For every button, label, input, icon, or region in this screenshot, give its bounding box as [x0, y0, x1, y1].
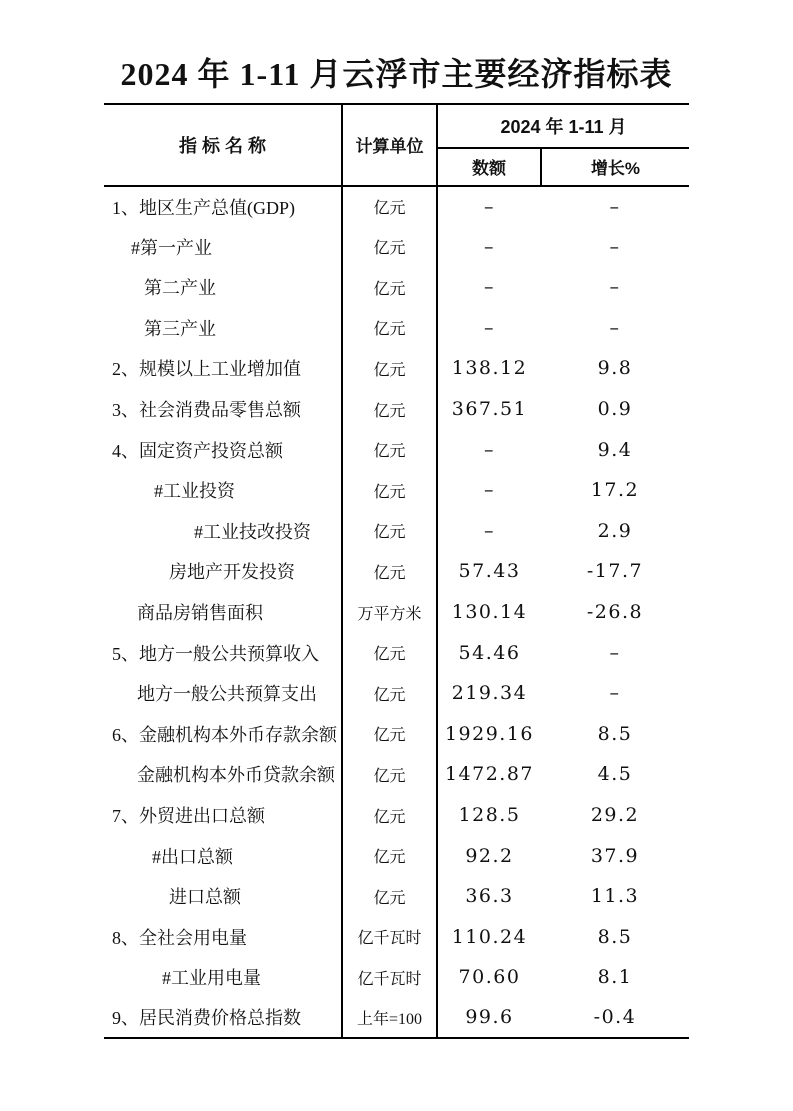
growth-cell: –: [609, 682, 621, 705]
amount-cell: –: [484, 195, 495, 218]
growth-cell: 9.8: [597, 357, 633, 380]
unit-cell: 亿元: [342, 551, 437, 592]
table-row: [104, 470, 689, 511]
indicator-name-cell: 金融机构本外币贷款余额: [104, 754, 342, 795]
header-indicator-name: 指 标 名 称: [104, 104, 342, 186]
table-row: [104, 754, 689, 795]
growth-cell: –: [609, 641, 621, 664]
amount-cell: 138.12: [451, 357, 528, 380]
table-header: [104, 104, 689, 186]
indicator-name-cell: 1、地区生产总值(GDP): [104, 186, 342, 227]
unit-cell: 亿元: [342, 835, 437, 876]
table-row: [104, 714, 689, 755]
unit-cell: 亿元: [342, 308, 437, 349]
unit-cell: 亿元: [342, 795, 437, 836]
amount-cell: 110.24: [451, 925, 528, 948]
indicator-name-cell: 地方一般公共预算支出: [104, 673, 342, 714]
amount-cell: –: [484, 276, 495, 299]
amount-cell: 92.2: [465, 844, 514, 867]
table-row: [104, 592, 689, 633]
header-unit: 计算单位: [342, 104, 437, 186]
amount-cell: 1929.16: [444, 722, 535, 745]
table-row: [104, 551, 689, 592]
amount-cell: –: [484, 235, 495, 258]
unit-cell: 亿元: [342, 429, 437, 470]
unit-cell: 上年=100: [342, 998, 437, 1039]
amount-cell: 99.6: [465, 1006, 514, 1029]
indicator-name-cell: 8、全社会用电量: [104, 916, 342, 957]
growth-cell: -17.7: [586, 560, 644, 583]
unit-cell: 亿元: [342, 267, 437, 308]
table-body: [104, 186, 689, 1038]
amount-cell: 70.60: [458, 966, 521, 989]
table-row: [104, 186, 689, 227]
table-row: [104, 429, 689, 470]
amount-cell: –: [484, 316, 495, 339]
unit-cell: 亿元: [342, 389, 437, 430]
table-row: [104, 348, 689, 389]
unit-cell: 亿元: [342, 511, 437, 552]
header-growth: 增长%: [541, 148, 689, 186]
header-row-1: [104, 104, 689, 148]
indicator-name-cell: #工业用电量: [104, 957, 342, 998]
growth-cell: 8.5: [597, 722, 633, 745]
amount-cell: 130.14: [451, 601, 528, 624]
indicators-table: [104, 103, 689, 1039]
unit-cell: 亿元: [342, 186, 437, 227]
amount-cell: 367.51: [451, 398, 528, 421]
table-row: [104, 673, 689, 714]
indicator-name-cell: #工业技改投资: [104, 511, 342, 552]
growth-cell: 37.9: [590, 844, 640, 867]
amount-cell: 54.46: [458, 641, 521, 664]
growth-cell: -26.8: [586, 601, 644, 624]
indicator-name-cell: 房地产开发投资: [104, 551, 342, 592]
growth-cell: –: [609, 316, 621, 339]
unit-cell: 亿元: [342, 348, 437, 389]
indicator-name-cell: #出口总额: [104, 835, 342, 876]
table-row: [104, 226, 689, 267]
growth-cell: -0.4: [593, 1006, 637, 1029]
growth-cell: 9.4: [597, 438, 633, 461]
table-row: [104, 267, 689, 308]
amount-cell: –: [484, 479, 495, 502]
amount-cell: 57.43: [458, 560, 521, 583]
growth-cell: –: [609, 235, 621, 258]
table-row: [104, 389, 689, 430]
indicator-name-cell: 4、固定资产投资总额: [104, 429, 342, 470]
unit-cell: 亿千瓦时: [342, 916, 437, 957]
unit-cell: 亿元: [342, 754, 437, 795]
growth-cell: 11.3: [590, 885, 640, 908]
table-row: [104, 998, 689, 1039]
growth-cell: 2.9: [597, 519, 633, 542]
indicator-name-cell: 3、社会消费品零售总额: [104, 389, 342, 430]
indicator-name-cell: 第三产业: [104, 308, 342, 349]
indicator-name-cell: 进口总额: [104, 876, 342, 917]
unit-cell: 亿元: [342, 632, 437, 673]
indicator-name-cell: 第二产业: [104, 267, 342, 308]
indicator-name-cell: #第一产业: [104, 226, 342, 267]
table-row: [104, 957, 689, 998]
growth-cell: 4.5: [597, 763, 633, 786]
table-row: [104, 916, 689, 957]
indicator-name-cell: 2、规模以上工业增加值: [104, 348, 342, 389]
indicator-name-cell: 商品房销售面积: [104, 592, 342, 633]
growth-cell: –: [609, 276, 621, 299]
table-row: [104, 308, 689, 349]
amount-cell: –: [484, 438, 495, 461]
growth-cell: 8.1: [597, 966, 633, 989]
unit-cell: 亿元: [342, 714, 437, 755]
table-row: [104, 632, 689, 673]
amount-cell: 1472.87: [444, 763, 535, 786]
header-period: 2024 年 1-11 月: [437, 104, 689, 148]
unit-cell: 万平方米: [342, 592, 437, 633]
growth-cell: 8.5: [597, 925, 633, 948]
table-row: [104, 835, 689, 876]
indicator-name-cell: 5、地方一般公共预算收入: [104, 632, 342, 673]
table-row: [104, 795, 689, 836]
table-row: [104, 876, 689, 917]
indicator-name-cell: #工业投资: [104, 470, 342, 511]
unit-cell: 亿元: [342, 226, 437, 267]
amount-cell: 36.3: [465, 885, 514, 908]
indicator-name-cell: 7、外贸进出口总额: [104, 795, 342, 836]
amount-cell: 128.5: [458, 804, 521, 826]
header-amount: 数额: [437, 148, 541, 186]
page-title: 2024 年 1-11 月云浮市主要经济指标表: [120, 56, 673, 92]
unit-cell: 亿元: [342, 470, 437, 511]
growth-cell: 0.9: [597, 398, 633, 421]
unit-cell: 亿元: [342, 673, 437, 714]
growth-cell: 29.2: [590, 804, 640, 826]
unit-cell: 亿元: [342, 876, 437, 917]
growth-cell: –: [609, 195, 621, 218]
unit-cell: 亿千瓦时: [342, 957, 437, 998]
table-row: [104, 511, 689, 552]
indicator-name-cell: 9、居民消费价格总指数: [104, 998, 342, 1039]
growth-cell: 17.2: [590, 479, 640, 502]
indicator-name-cell: 6、金融机构本外币存款余额: [104, 714, 342, 755]
amount-cell: –: [484, 519, 495, 542]
amount-cell: 219.34: [451, 682, 528, 705]
